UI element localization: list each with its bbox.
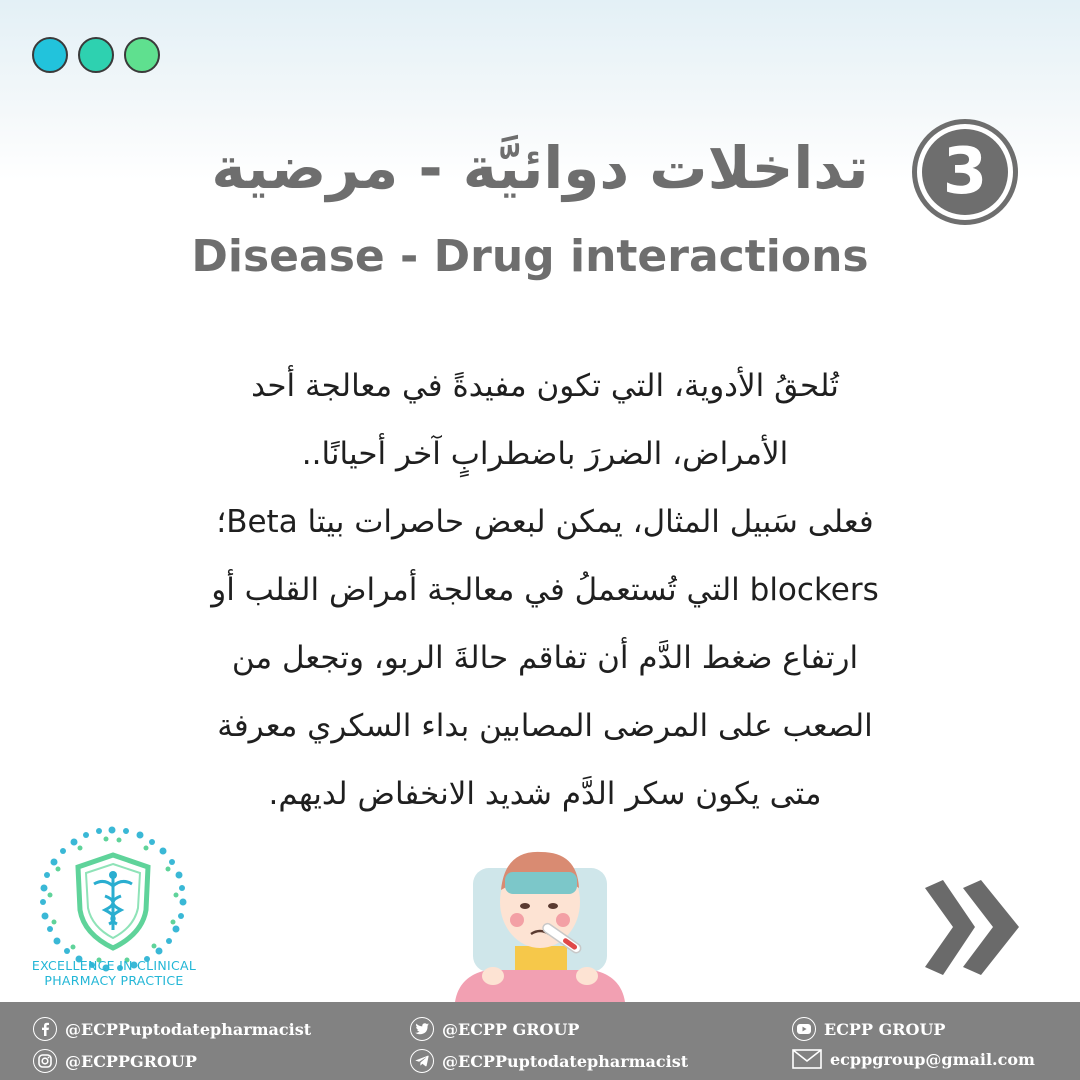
- instagram-icon: [33, 1049, 57, 1073]
- cold-compress: [505, 872, 577, 894]
- footer-bar: [0, 1002, 1080, 1080]
- window-dots: [32, 37, 160, 73]
- body-line: الصعب على المرضى المصابين بداء السكري معرفة: [217, 708, 873, 744]
- logo-caption: [24, 958, 204, 988]
- facebook-icon: [33, 1017, 57, 1041]
- facebook-handle: @ECPPuptodatepharmacist: [65, 1019, 312, 1039]
- twitter-icon: [410, 1017, 434, 1041]
- logo-caption-line: PHARMACY PRACTICE: [44, 973, 184, 988]
- facebook-link[interactable]: [33, 1017, 311, 1041]
- body-paragraph: [120, 352, 970, 828]
- body-line: ارتفاع ضغط الدَّم أن تفاقم حالةَ الربو، وتجعل من: [231, 640, 859, 676]
- envelope-icon: [792, 1049, 822, 1069]
- instagram-link[interactable]: [33, 1049, 197, 1073]
- youtube-link[interactable]: [792, 1017, 945, 1041]
- body-line: تُلحقُ الأدوية، التي تكون مفيدةً في معالجة أحد: [251, 368, 839, 404]
- email-address: ecppgroup@gmail.com: [830, 1049, 1035, 1069]
- body-line: متى يكون سكر الدَّم شديد الانخفاض لديهم.: [268, 776, 822, 812]
- step-number: 3: [922, 129, 1008, 215]
- body-line: فعلى سَبيل المثال، يمكن لبعض حاصرات بيتا Beta؛: [216, 504, 874, 540]
- twitter-handle: @ECPP GROUP: [442, 1019, 580, 1039]
- sick-patient-illustration: [455, 830, 625, 1002]
- blanket: [455, 970, 625, 1002]
- teal-dot: [78, 37, 114, 73]
- body-line: الأمراض، الضررَ باضطرابٍ آخر أحيانًا..: [301, 436, 789, 472]
- step-number-badge: [912, 119, 1018, 225]
- youtube-channel: ECPP GROUP: [824, 1019, 946, 1039]
- title-english: Disease - Drug interactions: [191, 231, 869, 282]
- next-chevrons-icon[interactable]: [922, 880, 1022, 975]
- youtube-icon: [792, 1017, 816, 1041]
- instagram-handle: @ECPPGROUP: [65, 1051, 197, 1071]
- body-line: blockers التي تُستعملُ في معالجة أمراض القلب أو: [211, 572, 879, 608]
- twitter-link[interactable]: [410, 1017, 579, 1041]
- telegram-link[interactable]: [410, 1049, 688, 1073]
- email-link[interactable]: [792, 1049, 1035, 1069]
- cyan-dot: [32, 37, 68, 73]
- logo-caption-line: EXCELLENCE IN CLINICAL: [31, 958, 197, 973]
- telegram-handle: @ECPPuptodatepharmacist: [442, 1051, 689, 1071]
- green-dot: [124, 37, 160, 73]
- title-arabic: تداخلات دوائيَّة - مرضية: [211, 134, 869, 202]
- telegram-icon: [410, 1049, 434, 1073]
